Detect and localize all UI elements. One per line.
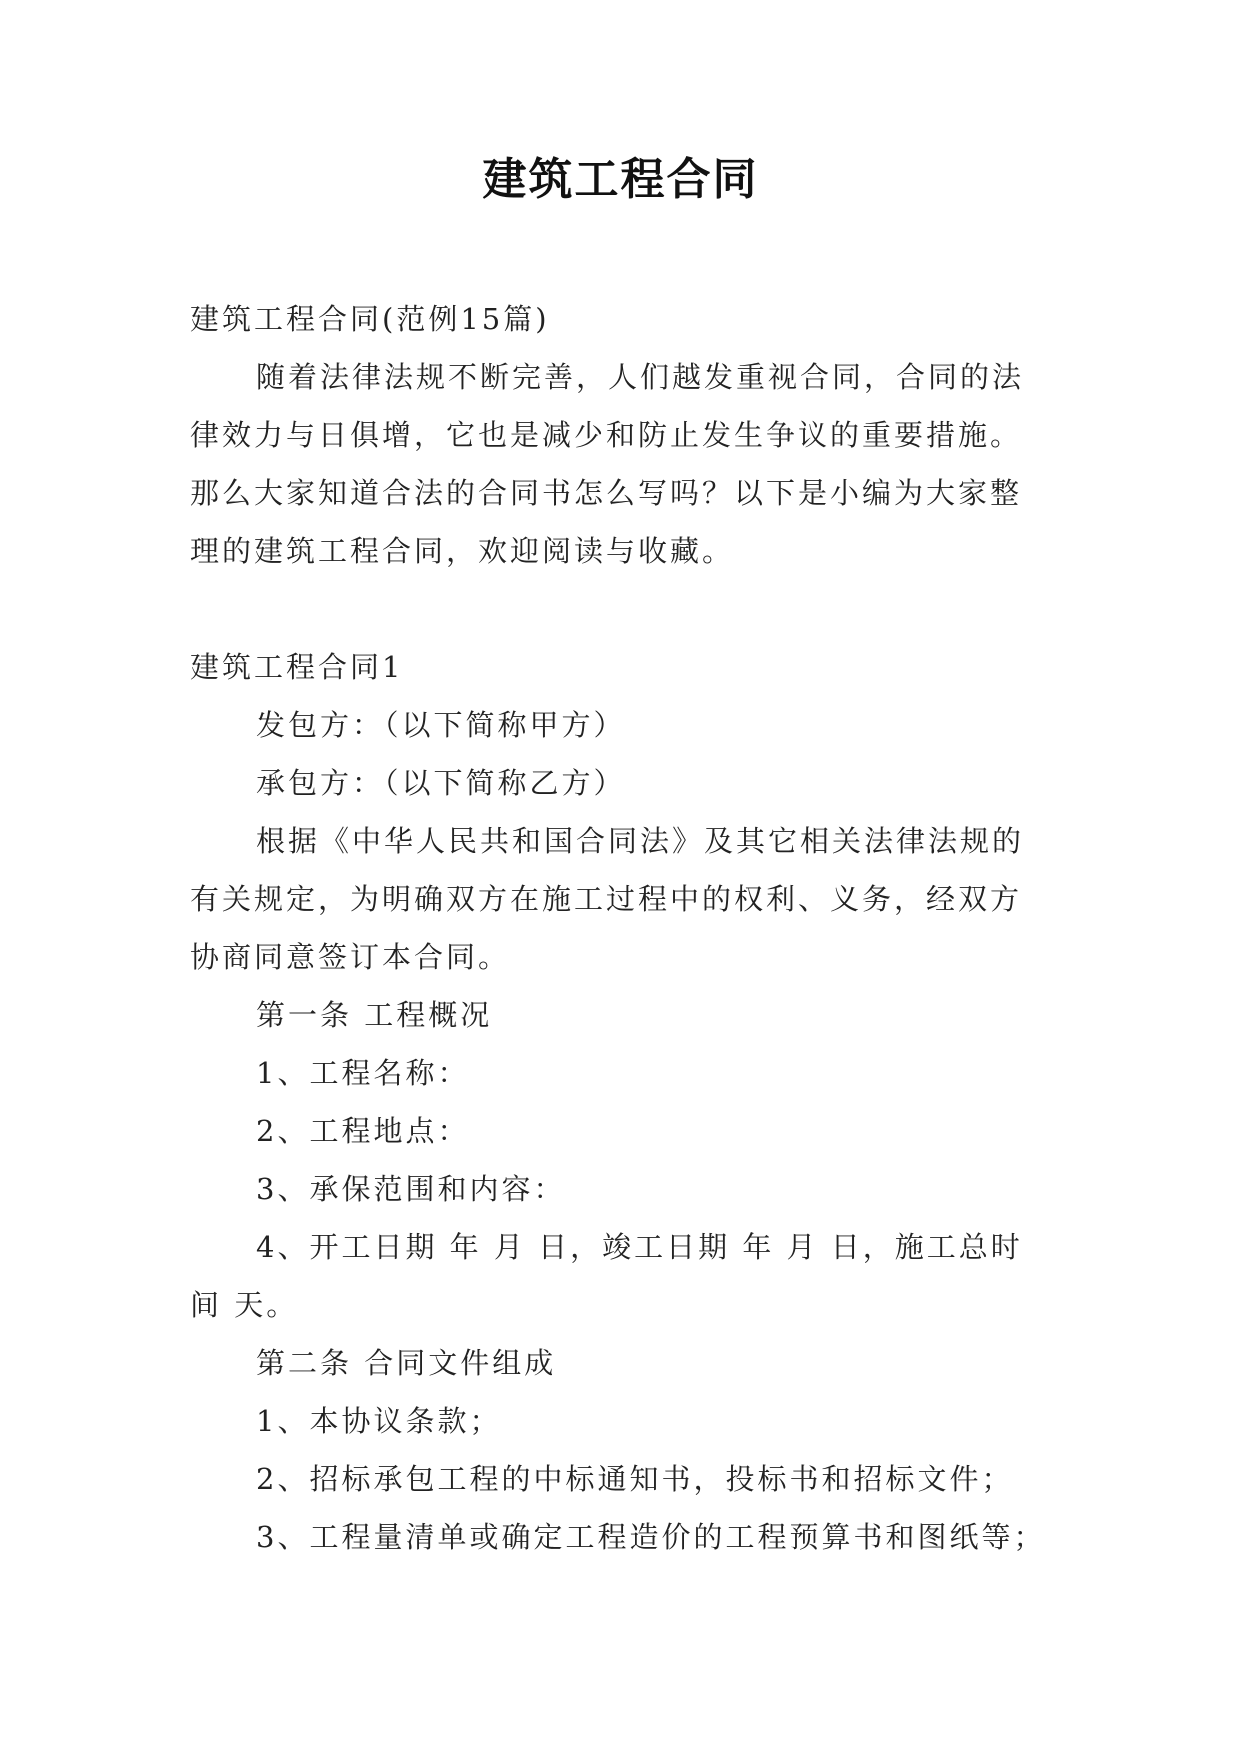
article-item: 3、承保范围和内容： [256, 1172, 566, 1206]
article-item: 2、工程地点： [256, 1114, 470, 1148]
article-item: 1、本协议条款； [256, 1404, 502, 1438]
article-heading: 第二条 合同文件组成 [256, 1346, 557, 1380]
employer-line: 发包方：（以下简称甲方） [256, 708, 626, 742]
document-body [190, 290, 1050, 1566]
section-heading: 建筑工程合同1 [190, 650, 404, 684]
paragraph-gap [190, 580, 1050, 638]
article-item: 1、工程名称： [256, 1056, 470, 1090]
basis-paragraph: 根据《中华人民共和国合同法》及其它相关法律法规的有关规定，为明确双方在施工过程中的权利、义务，经双方协商同意签订本合同。 [190, 824, 1025, 974]
article-item: 3、工程量清单或确定工程造价的工程预算书和图纸等； [256, 1520, 1046, 1554]
document-title: 建筑工程合同 [482, 154, 759, 205]
article-item: 4、开工日期 年 月 日，竣工日期 年 月 日，施工总时间 天。 [190, 1230, 1023, 1322]
article-heading: 第一条 工程概况 [256, 998, 493, 1032]
intro-paragraph: 随着法律法规不断完善，人们越发重视合同，合同的法律效力与日俱增，它也是减少和防止发生争议的重要措施。那么大家知道合法的合同书怎么写吗？以下是小编为大家整理的建筑工程合同，欢迎阅读与收藏。 [190, 360, 1025, 568]
document-subtitle: 建筑工程合同(范例15篇) [190, 302, 550, 336]
contractor-line: 承包方：（以下简称乙方） [256, 766, 626, 800]
article-item: 2、招标承包工程的中标通知书，投标书和招标文件； [256, 1462, 1014, 1496]
